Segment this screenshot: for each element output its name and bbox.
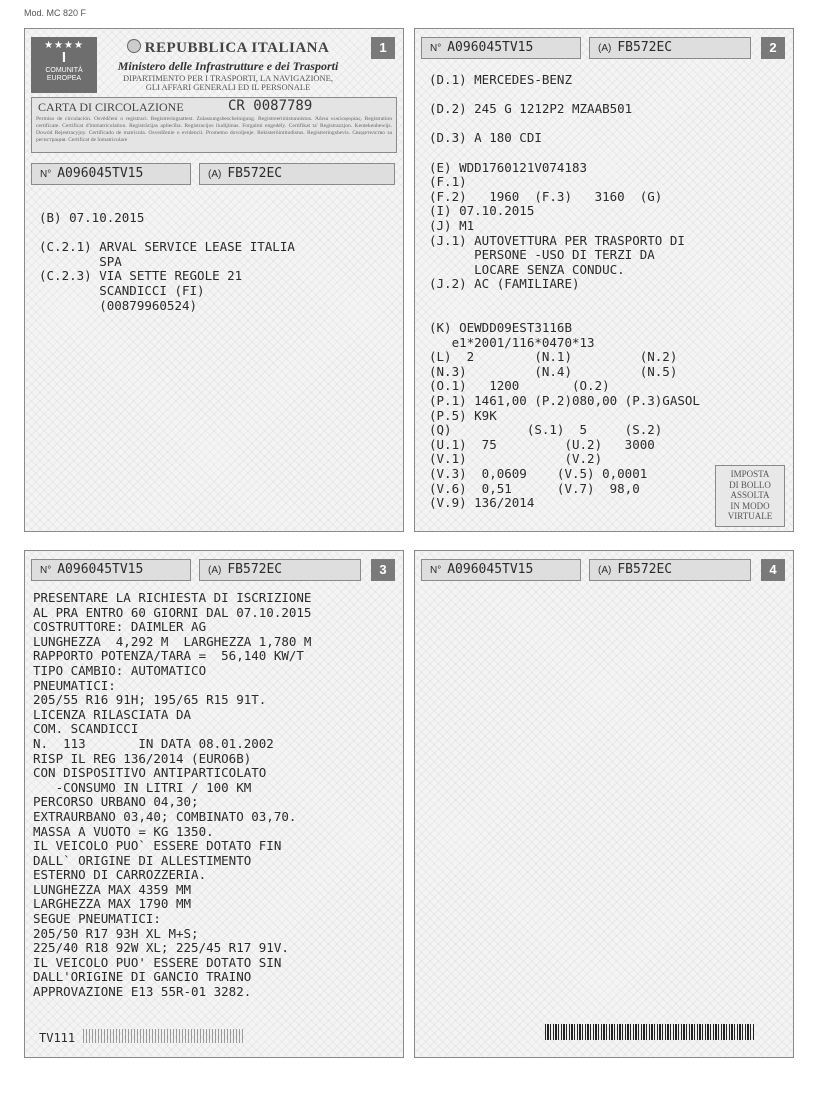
plate-number-box <box>199 559 361 581</box>
document-number-label: N° <box>40 169 52 180</box>
panel-1 <box>24 28 404 532</box>
eu-label-line2: EUROPEA <box>46 75 82 82</box>
document-number: A096045TV15 <box>57 562 144 577</box>
document-number-label: N° <box>430 43 442 54</box>
owner-details: (B) 07.10.2015 (C.2.1) ARVAL SERVICE LEASE ITALIA SPA (C.2.3) VIA SETTE REGOLE 21 SCANDICCI (FI) (00879960524) <box>39 210 295 313</box>
eu-country-letter: I <box>61 49 67 66</box>
document-number: A096045TV15 <box>447 40 534 55</box>
department-line-1: DIPARTIMENTO PER I TRASPORTI, LA NAVIGAZIONE, <box>123 73 333 83</box>
plate-number-box <box>589 559 751 581</box>
issuer-header <box>103 39 353 92</box>
document-number-box <box>31 559 191 581</box>
eu-stars-icon: ★★★★ <box>44 40 84 51</box>
barcode <box>545 1024 755 1040</box>
plate-number-box <box>199 163 395 185</box>
emblem-icon <box>127 39 141 53</box>
plate-number-box <box>589 37 751 59</box>
plate-number: FB572EC <box>617 40 673 55</box>
panel-number: 1 <box>371 37 395 59</box>
panel-2 <box>414 28 794 532</box>
plate-label: (A) <box>598 565 612 576</box>
document-number-box <box>421 559 581 581</box>
panel-number: 4 <box>761 559 785 581</box>
document-number: A096045TV15 <box>447 562 534 577</box>
stamp-line: IN MODO <box>730 500 770 511</box>
tax-stamp <box>715 465 785 527</box>
document-number-box <box>31 163 191 185</box>
panel-3 <box>24 550 404 1058</box>
plate-number: FB572EC <box>227 166 283 181</box>
department-line-2: GLI AFFARI GENERALI ED IL PERSONALE <box>145 82 311 92</box>
plate-number: FB572EC <box>227 562 283 577</box>
document-number-label: N° <box>430 565 442 576</box>
panel-4 <box>414 550 794 1058</box>
stamp-line: DI BOLLO <box>729 479 771 490</box>
plate-label: (A) <box>208 169 222 180</box>
ministry-name: Ministero delle Infrastrutture e dei Trasporti <box>117 59 339 73</box>
card-title: CARTA DI CIRCOLAZIONE <box>38 100 184 114</box>
document-number: A096045TV15 <box>57 166 144 181</box>
faded-barcode <box>83 1029 243 1043</box>
document-number-box <box>421 37 581 59</box>
stamp-line: VIRTUALE <box>727 511 773 521</box>
card-title-box <box>31 97 397 153</box>
plate-label: (A) <box>208 565 222 576</box>
additional-notes: PRESENTARE LA RICHIESTA DI ISCRIZIONE AL PRA ENTRO 60 GIORNI DAL 07.10.2015 COSTRUTTORE: DAIMLER AG LUNGHEZZA 4,292 M LARGHEZZA 1,780 M RAPPORTO POTENZA/TARA = 56,140 KW/T TIPO CAMBIO: AUTOMATICO PNEUMATICI: 205/55 R16 91H; 195/65 R15 91T. LICENZA RILASCIATA DA COM. SCANDICCI N. 113 IN DATA 08.01.2002 RISP IL REG 136/2014 (EURO6B) CON DISPOSITIVO ANTIPARTICOLATO -CONSUMO IN LITRI / 100 KM PERCORSO URBANO 04,30; EXTRAURBANO 03,40; COMBINATO 03,70. MASSA A VUOTO = KG 1350. IL VEICOLO PUO` ESSERE DOTATO FIN DALL` ORIGINE DI ALLESTIMENTO ESTERNO DI CARROZZERIA. LUNGHEZZA MAX 4359 MM LARGHEZZA MAX 1790 MM SEGUE PNEUMATICI: 205/50 R17 93H XL M+S; 225/40 R18 92W XL; 225/45 R17 91V. IL VEICOLO PUO' ESSERE DOTATO SIN DALL'ORIGINE DI GANCIO TRAINO APPROVAZIONE E13 55R-01 3282. <box>33 590 312 1000</box>
panel-number: 3 <box>371 559 395 581</box>
card-number: CR 0087789 <box>228 98 313 114</box>
eu-label-line1: COMUNITÀ <box>45 67 83 74</box>
form-model-label: Mod. MC 820 F <box>24 8 87 18</box>
panel-number: 2 <box>761 37 785 59</box>
republic-title: REPUBBLICA ITALIANA <box>144 40 330 56</box>
plate-label: (A) <box>598 43 612 54</box>
multilingual-fineprint: Permiso de circulación. Osvědčení o registraci. Registreringsattest. Zulassungsbescheinigung. Registreerimistunnistus. Άδεια κυκλοφορίας. Registration certificate. Certificat d'immatriculation. Registrācijas apliecība. Registracijos liudijimas. Forgalmi engedély. Certifikat ta' Registrazzjon. Kentekenbewijs. Dowód Rejestracyjny. Certificado de matrícula. Osvedčenie o evidencii. Prometno dovoljenje. Rekisteröintitodistus. Registreringsbevis. Свидетелство за регистрация. Certificat de înmatriculare <box>36 116 392 143</box>
stamp-line: IMPOSTA <box>730 469 770 479</box>
stamp-line: ASSOLTA <box>730 490 770 500</box>
vehicle-technical-data: (D.1) MERCEDES-BENZ (D.2) 245 G 1212P2 MZAAB501 (D.3) A 180 CDI (E) WDD1760121V074183 (F.1) (F.2) 1960 (F.3) 3160 (G) (I) 07.10.2015 (J) M1 (J.1) AUTOVETTURA PER TRASPORTO DI PERSONE -USO DI TERZI DA LOCARE SENZA CONDUC. (J.2) AC (FAMILIARE) (K) OEWDD09EST3116B e1*2001/116*0470*13 (L) 2 (N.1) (N.2) (N.3) (N.4) (N.5) (O.1) 1200 (O.2) (P.1) 1461,00 (P.2)080,00 (P.3)GASOL (P.5) K9K (Q) (S.1) 5 (S.2) (U.1) 75 (U.2) 3000 (V.1) (V.2) (V.3) 0,0609 (V.5) 0,0001 (V.6) 0,51 (V.7) 98,0 (V.9) 136/2014 <box>429 72 700 511</box>
eu-flag-logo <box>31 37 97 93</box>
document-number-label: N° <box>40 565 52 576</box>
plate-number: FB572EC <box>617 562 673 577</box>
footer-code: TV111 <box>39 1031 76 1045</box>
